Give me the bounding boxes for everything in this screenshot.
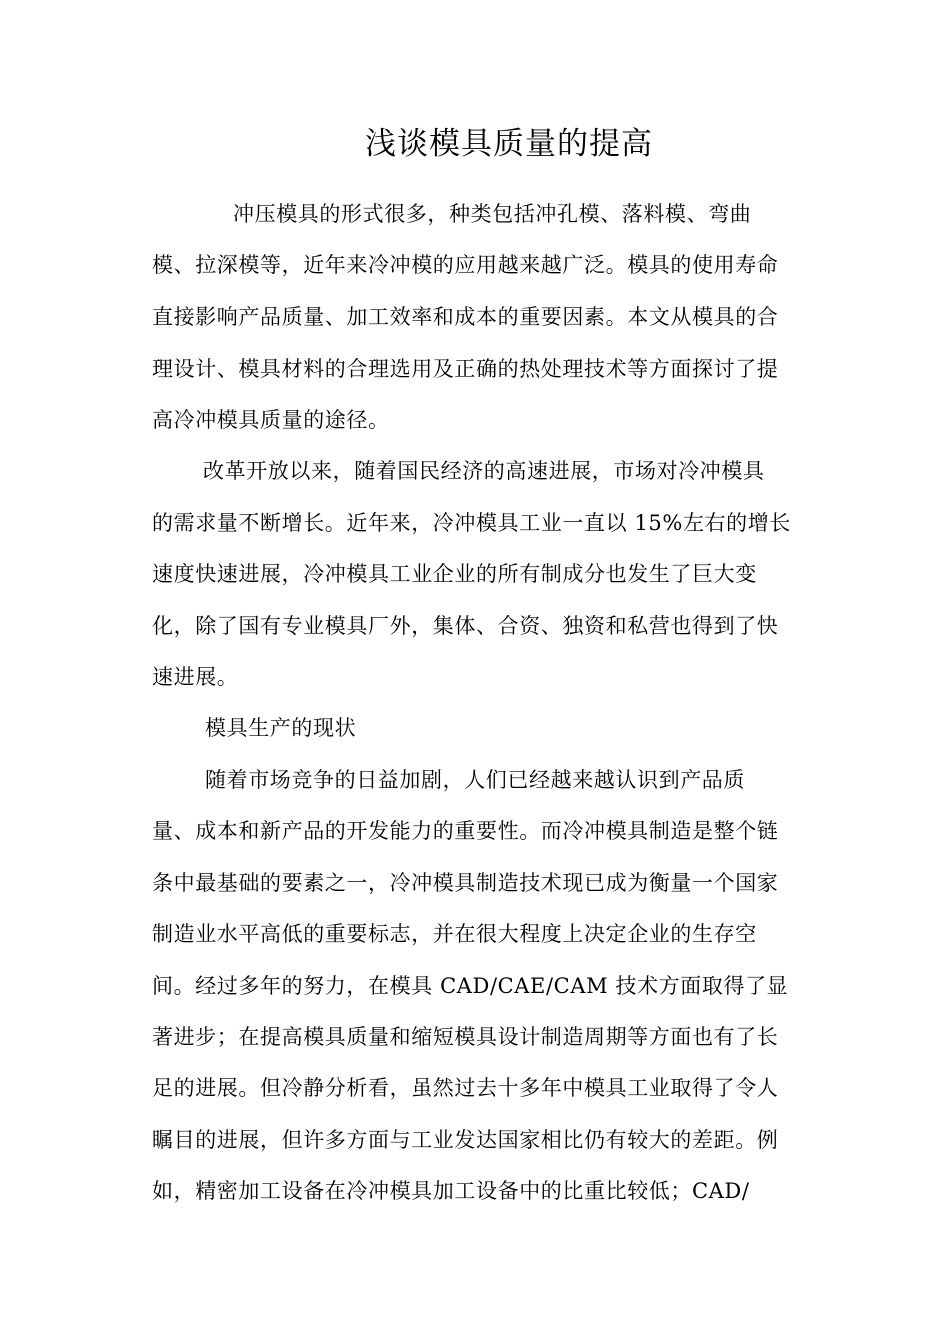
section-heading: 模具生产的现状 — [205, 716, 357, 740]
paragraph-line: 化，除了国有专业模具厂外，集体、合资、独资和私营也得到了快 — [152, 614, 779, 638]
paragraph-line: 瞩目的进展，但许多方面与工业发达国家相比仍有较大的差距。例 — [152, 1128, 779, 1152]
paragraph-line: 的需求量不断增长。近年来，冷冲模具工业一直以 15%左右的增长 — [152, 511, 791, 535]
paragraph-line: 制造业水平高低的重要标志，并在很大程度上决定企业的生存空 — [152, 922, 757, 946]
paragraph-line: 理设计、模具材料的合理选用及正确的热处理技术等方面探讨了提 — [152, 357, 779, 381]
paragraph-line: 直接影响产品质量、加工效率和成本的重要因素。本文从模具的合 — [152, 305, 779, 329]
paragraph-line: 高冷冲模具质量的途径。 — [152, 408, 390, 432]
paragraph-line: 速进展。 — [152, 665, 239, 689]
paragraph-line: 量、成本和新产品的开发能力的重要性。而冷冲模具制造是整个链 — [152, 819, 779, 843]
paragraph-line: 条中最基础的要素之一，冷冲模具制造技术现已成为衡量一个国家 — [152, 871, 779, 895]
document-title: 浅谈模具质量的提高 — [365, 126, 653, 162]
paragraph-line: 模、拉深模等，近年来冷冲模的应用越来越广泛。模具的使用寿命 — [152, 253, 779, 277]
paragraph-line: 随着市场竞争的日益加剧，人们已经越来越认识到产品质 — [205, 768, 745, 792]
paragraph-line: 速度快速进展，冷冲模具工业企业的所有制成分也发生了巨大变 — [152, 562, 757, 586]
paragraph-line: 著进步；在提高模具质量和缩短模具设计制造周期等方面也有了长 — [152, 1025, 779, 1049]
paragraph-line: 改革开放以来，随着国民经济的高速进展，市场对冷冲模具 — [203, 459, 765, 483]
paragraph-line: 足的进展。但冷静分析看，虽然过去十多年中模具工业取得了令人 — [152, 1076, 779, 1100]
paragraph-line: 间。经过多年的努力，在模具 CAD/CAE/CAM 技术方面取得了显 — [152, 974, 789, 998]
paragraph-line: 如，精密加工设备在冷冲模具加工设备中的比重比较低；CAD/ — [152, 1179, 750, 1203]
paragraph-line: 冲压模具的形式很多，种类包括冲孔模、落料模、弯曲 — [233, 202, 752, 226]
